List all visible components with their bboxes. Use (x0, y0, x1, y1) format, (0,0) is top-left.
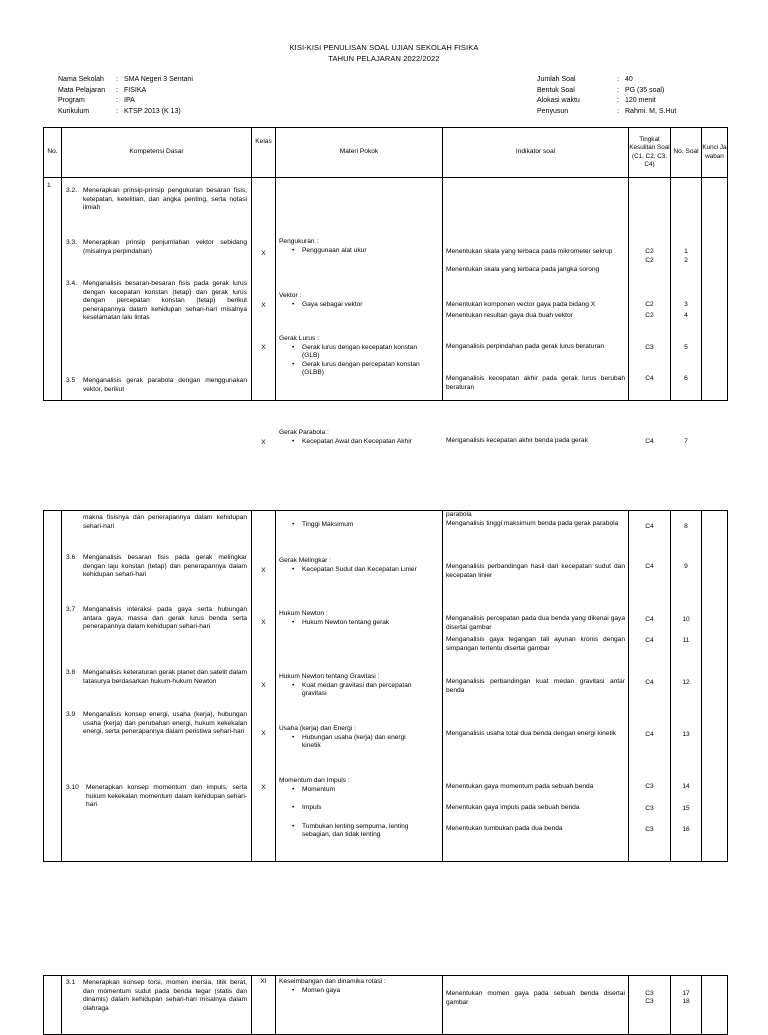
tingkat-value: C4 (645, 731, 654, 738)
info-value: PG (35 soal) (625, 86, 665, 94)
col-header-kompetensi: Kompetensi Dasar (62, 128, 252, 178)
kompetensi-cell (62, 178, 252, 401)
nosoal-cell (671, 976, 702, 1035)
nosoal-value: 7 (684, 438, 688, 445)
materi-item: • Tinggi Maksimum (302, 521, 442, 530)
col-header-no: No. (44, 128, 62, 178)
materi-heading: Usaha (kerja) dan Energi : (279, 725, 356, 732)
materi-heading: Keseimbangan dan dinamika rotasi : (279, 978, 386, 985)
indikator-text: Menganalisis kecepatan akhir pada gerak lurus berubah beraturan (446, 375, 625, 391)
materi-heading: Gerak Melingkar : (279, 557, 332, 564)
indikator-text: Menganalisis usaha total dua benda dengan energi kinetik (446, 730, 617, 737)
kd-3-8: 3.8 Menganalisis keteraturan gerak planet dan satelit dalam tatasurya berdasarkan hukum-hukum Newton (66, 669, 247, 685)
materi-item: • Hubungan usaha (kerja) dan energi kinetik (302, 734, 422, 751)
tingkat-value: C2 (645, 248, 654, 255)
tingkat-value: C2 (645, 257, 654, 264)
tingkat-cell (629, 976, 671, 1035)
kd-3-3: 3.3. Menerapkan prinsip penjumlahan vektor sebidang (misalnya perpindahan) (66, 239, 247, 255)
info-value: 40 (625, 76, 633, 83)
kelas-value: X (261, 784, 266, 791)
kelas-cell (252, 511, 276, 862)
kelas-value: X (261, 344, 266, 351)
kd-3-10: 3.10 Menerapkan konsep momentum dan impuls, serta hukum kekekalan momentum dalam kehidupan sehari-hari (66, 784, 247, 809)
info-right: Jumlah Soal : 40 Bentuk Soal : PG (35 soal) Alokasi waktu : 120 menit Penyusun : Rahmi. M, S.Hut (537, 75, 676, 117)
materi-heading: Hukum Newton tentang Gravitasi : (279, 673, 380, 680)
kd-3-7: 3.7 Menganalisis interaksi pada gaya serta hubungan antara gaya, massa dan gerak lurus benda serta penerapannya dalam kehidupan sehari-hari (66, 606, 247, 631)
row-number-cell (44, 976, 62, 1035)
kunci-cell (702, 511, 728, 862)
kd-3-2: 3.2. Menerapkan prinsip-prinsip pengukuran besaran fisis, ketepatan, ketelitian, dan angka penting, serta notasi ilmiah (66, 187, 247, 212)
kelas-value: X (261, 682, 266, 689)
materi-cell (276, 976, 443, 1035)
tingkat-value: C2 (645, 301, 654, 308)
info-key: Nama Sekolah (58, 76, 104, 83)
kd-3-9: 3.9 Menganalisis konsep energi, usaha (kerja), hubungan usaha (kerja) dan perubahan energi, hukum kekekalan energi, serta penerapannya dalam peristiwa sehari-hari (66, 711, 247, 736)
tingkat-value: C4 (645, 563, 654, 570)
nosoal-value: 11 (682, 637, 690, 644)
nosoal-value: 16 (682, 826, 690, 833)
kd-3-5: 3.5 Menganalisis gerak parabola dengan menggunakan vektor, berikut (66, 377, 247, 393)
nosoal-value: 13 (682, 731, 690, 738)
nosoal-value: 9 (684, 563, 688, 570)
tingkat-value: C3 (645, 998, 654, 1005)
col-header-materi: Materi Pokok (276, 128, 443, 178)
info-value: 120 menit (625, 97, 656, 104)
kelas-value: X (261, 730, 266, 737)
materi-heading: Gerak Parabola : (279, 429, 329, 436)
tingkat-value: C2 (645, 312, 654, 319)
tingkat-value: C4 (645, 679, 654, 686)
kelas-value: X (261, 567, 266, 574)
nosoal-value: 1 (684, 248, 688, 255)
materi-heading: Pengukuran : (279, 238, 319, 245)
indikator-cell (443, 976, 629, 1035)
info-key: Alokasi waktu (537, 97, 580, 104)
info-value: Rahmi. M, S.Hut (625, 107, 677, 115)
kisi-table-page-1 (43, 127, 728, 446)
info-key: Penyusun (537, 107, 569, 115)
indikator-text: Menganalisis tinggi maksimum benda pada gerak parabola (446, 520, 619, 527)
indikator-text: Menentukan skala yang terbaca pada jangka sorong (446, 266, 600, 273)
info-value: KTSP 2013 (K 13) (124, 107, 181, 115)
indikator-text: Menentukan gaya impuls pada sebuah benda (446, 804, 580, 811)
indikator-text: parabola (446, 511, 472, 518)
nosoal-value: 8 (684, 523, 688, 530)
indikator-text: Menganalisis perbandingan kuat medan gravitasi antar benda (446, 678, 625, 694)
info-key: Mata Pelajaran (58, 86, 106, 94)
indikator-text: Menganalisis perpindahan pada gerak lurus beraturan (446, 343, 604, 350)
kisi-table-page-3 (43, 975, 728, 1035)
kd-continued: makna fisisnya dan penerapannya dalam kehidupan sehari-hari (83, 514, 247, 530)
indikator-text: Menganalisis gaya tegangan tali ayunan kronis dengan simpangan tertentu disertai gambar (446, 636, 625, 652)
nosoal-value: 3 (684, 301, 688, 308)
tingkat-value: C4 (645, 637, 654, 644)
info-key: Kurikulum (58, 107, 90, 115)
materi-item: • Kecepatan Awal dan Kecepatan Akhir (302, 438, 442, 447)
materi-heading: Vektor : (279, 292, 302, 299)
tingkat-value: C3 (645, 344, 654, 351)
nosoal-cell (671, 511, 702, 862)
materi-item: • Gerak lurus dengan percepatan konstan (GLBB) (302, 361, 420, 378)
nosoal-value: 5 (684, 344, 688, 351)
tingkat-value: C3 (645, 783, 654, 790)
col-header-kelas: Kelas (252, 128, 276, 178)
info-key: Program (58, 97, 85, 104)
kunci-cell (702, 178, 728, 401)
indikator-cell (443, 178, 629, 444)
nosoal-value: 10 (682, 616, 690, 623)
kelas-cell (252, 976, 276, 1035)
tingkat-value: C3 (645, 990, 654, 997)
table-header-row (44, 128, 728, 178)
materi-item: • Impuls (302, 804, 428, 813)
materi-item: • Gerak lurus dengan kecepatan konstan (GLB) (302, 344, 420, 361)
info-left: Nama Sekolah : SMA Negeri 3 Sentani Mata Pelajaran : FISIKA Program : IPA Kurikulum : KTSP 2013 (K 13) (58, 75, 193, 117)
kelas-value: XI (260, 978, 267, 985)
kelas-value: X (261, 302, 266, 309)
tingkat-value: C4 (645, 438, 654, 445)
info-key: Bentuk Soal (537, 86, 575, 94)
indikator-text: Menentukan skala yang terbaca pada mikrometer sekrup (446, 248, 613, 255)
materi-cell (276, 178, 443, 445)
tingkat-value: C4 (645, 616, 654, 623)
materi-heading: Hukum Newton : (279, 610, 328, 617)
indikator-text: Menganalisis percepatan pada dua benda yang dikenai gaya disertai gambar (446, 615, 625, 631)
nosoal-value: 17 (682, 990, 690, 997)
materi-item: • Tumbukan lenting sempurna, lenting sebagian, dan tidak lenting (302, 823, 428, 840)
tingkat-value: C3 (645, 826, 654, 833)
nosoal-value: 4 (684, 312, 688, 319)
nosoal-value: 2 (684, 257, 688, 264)
table-row (44, 511, 728, 862)
nosoal-value: 6 (684, 375, 688, 382)
materi-item: • Kuat medan gravitasi dan percepatan gravitasi (302, 682, 422, 699)
materi-item: • Kecepatan Sudut dan Kecepatan Linier (302, 566, 442, 575)
indikator-text: Menentukan tumbukan pada dua benda (446, 825, 563, 832)
indikator-text: Menentukan resultan gaya dua buah vektor (446, 312, 573, 319)
nosoal-value: 18 (682, 998, 690, 1005)
materi-item: • Gaya sebagai vektor (302, 301, 442, 310)
materi-item: • Penggunaan alat ukur (302, 247, 442, 256)
kelas-value: X (261, 619, 266, 626)
kd-3-1: 3.1 Menerapkan konsep torsi, momen inersia, titik berat, dan momentum sudut pada benda tegar (statis dan dinamis) dalam kehidupan sehari-hari misalnya dalam olahraga (66, 979, 247, 1012)
info-value: SMA Negeri 3 Sentani (124, 76, 193, 83)
nosoal-value: 12 (682, 679, 690, 686)
tingkat-value: C4 (645, 523, 654, 530)
row-number: 1 (44, 178, 62, 401)
row-number-cell (44, 511, 62, 862)
table-row (44, 178, 728, 401)
col-header-indikator: Indikator soal (443, 128, 629, 178)
materi-heading: Gerak Lurus : (279, 335, 319, 342)
kunci-cell (702, 976, 728, 1035)
indikator-text: Menentukan komponen vector gaya pada bidang X (446, 301, 596, 308)
nosoal-value: 15 (682, 805, 690, 812)
kisi-table-page-2 (43, 510, 728, 862)
materi-heading: Momentum dan Impuls : (279, 777, 350, 784)
nosoal-value: 14 (682, 783, 690, 790)
materi-item: • Momen gaya (302, 987, 442, 996)
tingkat-cell (629, 511, 671, 862)
col-header-tingkat: Tingkat Kesulitan Soal (C1, C2, C3, C4) (629, 128, 671, 178)
info-value: FISIKA (124, 86, 147, 94)
kelas-cell (252, 178, 276, 446)
indikator-cell (443, 511, 629, 862)
kd-3-6: 3.6 Menganalisis besaran fisis pada gerak melingkar dengan laju konstan (tetap) dan penerapannya dalam kehidupan sehari-hari (66, 554, 247, 579)
tingkat-value: C4 (645, 375, 654, 382)
kelas-value: X (261, 439, 266, 446)
tingkat-value: C3 (645, 805, 654, 812)
kd-3-4: 3.4. Menganalisis besaran-besaran fisis pada gerak lurus dengan kecepatan konstan (tetap) dan gerak lurus dengan percepatan konstan (tetap) berikut penerapannya dalam kehidupan sehari-hari misalnya keselamatan lalu lintas (66, 280, 247, 322)
tingkat-cell (629, 178, 671, 445)
title-line-2: TAHUN PELAJARAN 2022/2022 (328, 54, 440, 63)
info-key: Jumlah Soal (537, 76, 576, 83)
materi-cell (276, 511, 443, 862)
kompetensi-cell (62, 976, 252, 1035)
indikator-text: Menganalisis perbandingan hasil dari kecepatan sudut dan kecepatan linier (446, 563, 625, 579)
indikator-text: Menentukan gaya momentum pada sebuah benda (446, 783, 594, 790)
nosoal-cell (671, 178, 702, 445)
indikator-text: Menganalisis kecepatan akhir benda pada gerak (446, 437, 588, 444)
info-value: IPA (124, 97, 135, 104)
materi-item: • Hukum Newton tentang gerak (302, 619, 442, 628)
col-header-kunci: Kunci Jawaban (702, 128, 728, 178)
col-header-nosoal: No. Soal (671, 128, 702, 178)
kompetensi-cell (62, 511, 252, 862)
table-row (44, 976, 728, 1035)
materi-item: • Momentum (302, 786, 428, 795)
kelas-value: X (261, 250, 266, 257)
title-line-1: KISI-KISI PENULISAN SOAL UJIAN SEKOLAH FISIKA (289, 43, 479, 52)
indikator-text: Menentukan momen gaya pada sebuah benda disertai gambar (446, 990, 625, 1006)
